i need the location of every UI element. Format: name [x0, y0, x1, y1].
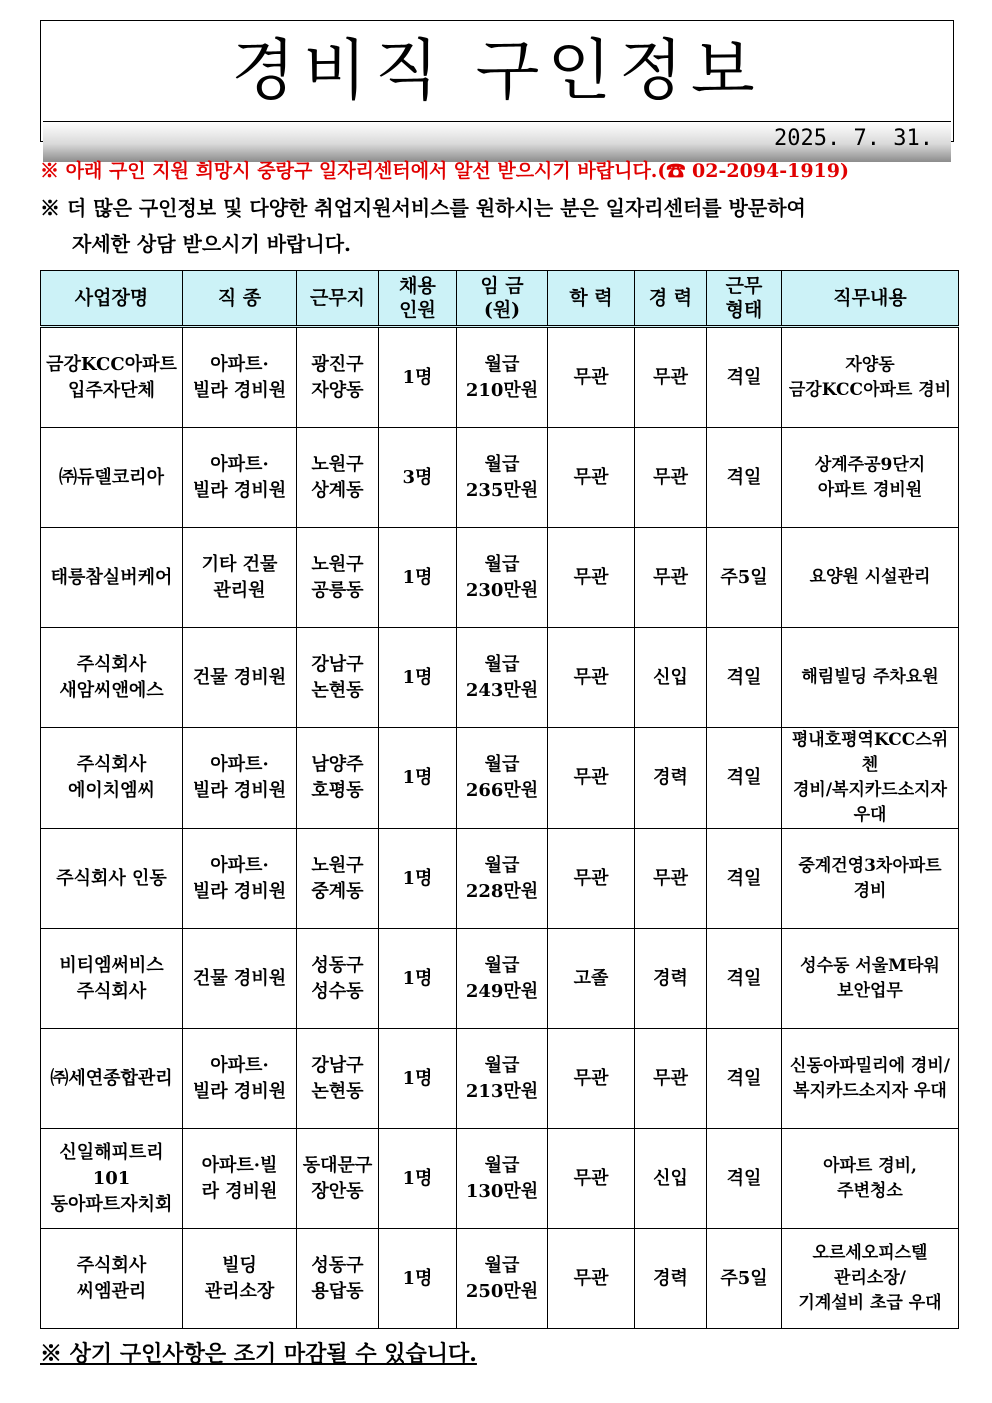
cell-schedule: 격일 [707, 428, 782, 528]
cell-education: 무관 [548, 1029, 635, 1129]
header-schedule: 근무 형태 [707, 271, 782, 327]
cell-experience: 무관 [635, 1029, 707, 1129]
cell-location: 성동구 성수동 [297, 929, 379, 1029]
cell-schedule: 격일 [707, 929, 782, 1029]
cell-count: 3명 [379, 428, 457, 528]
cell-wage: 월급 213만원 [457, 1029, 548, 1129]
table-row [41, 728, 959, 829]
cell-location: 남양주 호평동 [297, 728, 379, 829]
cell-duties: 신동아파밀리에 경비/ 복지카드소지자 우대 [782, 1029, 959, 1129]
header-experience: 경 력 [635, 271, 707, 327]
cell-count: 1명 [379, 929, 457, 1029]
table-row [41, 1129, 959, 1229]
cell-company: ㈜듀델코리아 [41, 428, 183, 528]
header-company: 사업장명 [41, 271, 183, 327]
cell-count: 1명 [379, 327, 457, 428]
cell-education: 고졸 [548, 929, 635, 1029]
cell-education: 무관 [548, 1129, 635, 1229]
cell-duties: 평내호평역KCC스위첸 경비/복지카드소지자 우대 [782, 728, 959, 829]
closing-notice [40, 1338, 477, 1370]
page-title: 경비직 구인정보 [231, 32, 763, 109]
table-row [41, 528, 959, 628]
cell-wage: 월급 210만원 [457, 327, 548, 428]
cell-experience: 신입 [635, 1129, 707, 1229]
cell-company: 태릉참실버케어 [41, 528, 183, 628]
cell-schedule: 격일 [707, 1029, 782, 1129]
cell-company: 주식회사 에이치엠씨 [41, 728, 183, 829]
cell-experience: 경력 [635, 728, 707, 829]
cell-company: 주식회사 새암씨앤에스 [41, 628, 183, 728]
table-row [41, 628, 959, 728]
cell-schedule: 격일 [707, 628, 782, 728]
cell-job: 아파트· 빌라 경비원 [183, 1029, 297, 1129]
header-job: 직 종 [183, 271, 297, 327]
cell-count: 1명 [379, 528, 457, 628]
cell-schedule: 격일 [707, 829, 782, 929]
cell-education: 무관 [548, 327, 635, 428]
cell-location: 강남구 논현동 [297, 1029, 379, 1129]
cell-schedule: 격일 [707, 1129, 782, 1229]
header-education: 학 력 [548, 271, 635, 327]
cell-wage: 월급 228만원 [457, 829, 548, 929]
cell-wage: 월급 243만원 [457, 628, 548, 728]
cell-job: 아파트· 빌라 경비원 [183, 829, 297, 929]
header-wage: 임 금 (원) [457, 271, 548, 327]
table-row [41, 929, 959, 1029]
cell-schedule: 격일 [707, 327, 782, 428]
table-header-row [41, 271, 959, 327]
cell-duties: 상계주공9단지 아파트 경비원 [782, 428, 959, 528]
cell-job: 아파트·빌 라 경비원 [183, 1129, 297, 1229]
header-count: 채용 인원 [379, 271, 457, 327]
cell-count: 1명 [379, 1229, 457, 1329]
visit-notice: ※ 더 많은 구인정보 및 다양한 취업지원서비스를 원하시는 분은 일자리센터를 방문하여 [40, 196, 806, 220]
table-row [41, 327, 959, 428]
cell-company: 신일해피트리101 동아파트자치회 [41, 1129, 183, 1229]
cell-experience: 무관 [635, 327, 707, 428]
cell-duties: 성수동 서울M타워 보안업무 [782, 929, 959, 1029]
cell-education: 무관 [548, 628, 635, 728]
cell-schedule: 격일 [707, 728, 782, 829]
cell-duties: 오르세오피스텔 관리소장/ 기계설비 초급 우대 [782, 1229, 959, 1329]
cell-company: 주식회사 인동 [41, 829, 183, 929]
cell-experience: 무관 [635, 428, 707, 528]
posting-date: 2025. 7. 31. [774, 126, 933, 151]
cell-company: 금강KCC아파트 입주자단체 [41, 327, 183, 428]
cell-wage: 월급 230만원 [457, 528, 548, 628]
cell-education: 무관 [548, 829, 635, 929]
table-row [41, 1229, 959, 1329]
cell-duties: 중계건영3차아파트 경비 [782, 829, 959, 929]
cell-job: 기타 건물 관리원 [183, 528, 297, 628]
cell-education: 무관 [548, 528, 635, 628]
cell-company: 비티엠써비스 주식회사 [41, 929, 183, 1029]
cell-duties: 아파트 경비, 주변청소 [782, 1129, 959, 1229]
cell-job: 아파트· 빌라 경비원 [183, 327, 297, 428]
header-location: 근무지 [297, 271, 379, 327]
cell-location: 동대문구 장안동 [297, 1129, 379, 1229]
cell-schedule: 주5일 [707, 528, 782, 628]
cell-experience: 무관 [635, 528, 707, 628]
cell-company: ㈜세연종합관리 [41, 1029, 183, 1129]
cell-education: 무관 [548, 728, 635, 829]
job-listing-table [40, 270, 959, 1329]
cell-location: 광진구 자양동 [297, 327, 379, 428]
cell-wage: 월급 130만원 [457, 1129, 548, 1229]
cell-count: 1명 [379, 1129, 457, 1229]
cell-job: 아파트· 빌라 경비원 [183, 428, 297, 528]
table-row [41, 428, 959, 528]
cell-duties: 요양원 시설관리 [782, 528, 959, 628]
title-box [40, 20, 954, 151]
closing-notice-text: ※ 상기 구인사항은 조기 마감될 수 있습니다. [40, 1341, 477, 1367]
table-row [41, 1029, 959, 1129]
cell-location: 성동구 용답동 [297, 1229, 379, 1329]
cell-wage: 월급 266만원 [457, 728, 548, 829]
cell-location: 노원구 상계동 [297, 428, 379, 528]
cell-education: 무관 [548, 1229, 635, 1329]
cell-count: 1명 [379, 628, 457, 728]
cell-wage: 월급 235만원 [457, 428, 548, 528]
cell-location: 노원구 공릉동 [297, 528, 379, 628]
cell-experience: 경력 [635, 929, 707, 1029]
cell-education: 무관 [548, 428, 635, 528]
header-duties: 직무내용 [782, 271, 959, 327]
cell-job: 아파트· 빌라 경비원 [183, 728, 297, 829]
cell-job: 건물 경비원 [183, 929, 297, 1029]
cell-company: 주식회사 씨엠관리 [41, 1229, 183, 1329]
cell-job: 빌딩 관리소장 [183, 1229, 297, 1329]
table-row [41, 829, 959, 929]
cell-job: 건물 경비원 [183, 628, 297, 728]
cell-experience: 신입 [635, 628, 707, 728]
cell-count: 1명 [379, 728, 457, 829]
cell-experience: 경력 [635, 1229, 707, 1329]
visit-notice-continued: 자세한 상담 받으시기 바랍니다. [72, 232, 352, 256]
cell-count: 1명 [379, 829, 457, 929]
cell-experience: 무관 [635, 829, 707, 929]
cell-location: 노원구 중계동 [297, 829, 379, 929]
cell-location: 강남구 논현동 [297, 628, 379, 728]
cell-wage: 월급 250만원 [457, 1229, 548, 1329]
cell-duties: 해림빌딩 주차요원 [782, 628, 959, 728]
cell-duties: 자양동 금강KCC아파트 경비 [782, 327, 959, 428]
cell-schedule: 주5일 [707, 1229, 782, 1329]
cell-count: 1명 [379, 1029, 457, 1129]
cell-wage: 월급 249만원 [457, 929, 548, 1029]
contact-notice: ※ 아래 구인 지원 희망시 중랑구 일자리센터에서 알선 받으시기 바랍니다.(☎ 02-2094-1919) [40, 160, 849, 182]
